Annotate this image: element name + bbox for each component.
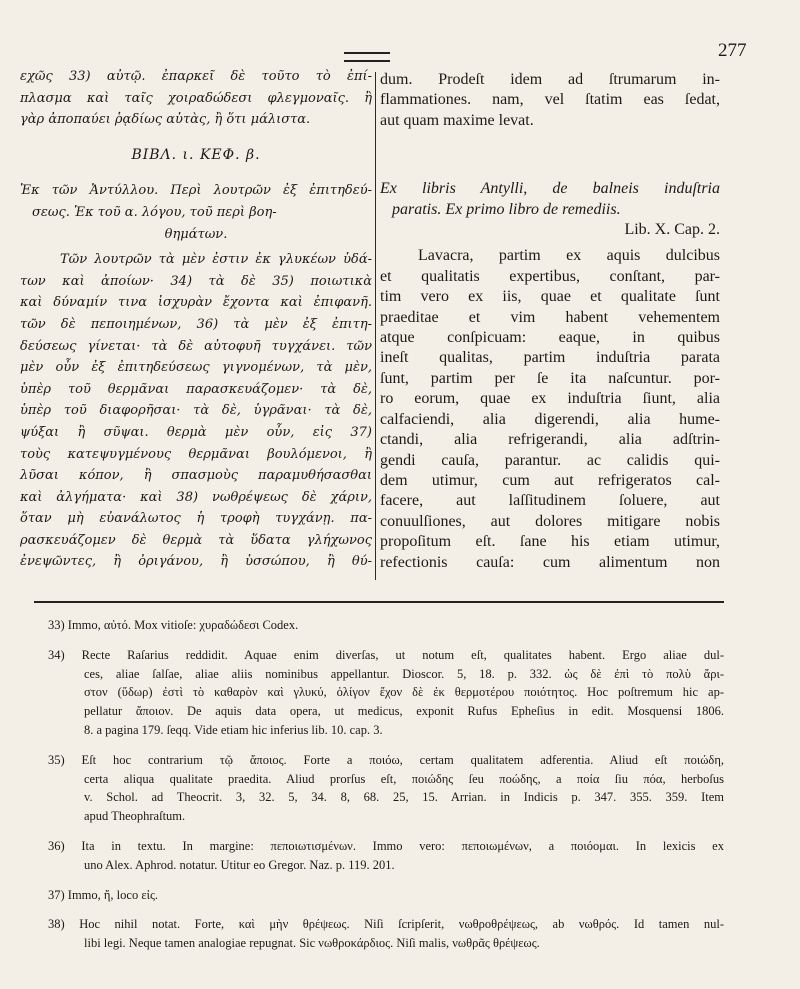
footnote-line: 37) Immo, ἤ, loco εἰς. bbox=[48, 887, 159, 902]
footnote-line: στον (ὕδωρ) ἐστὶ τὸ καθαρὸν καὶ γλυκύ, ὀλίγον ἔχον δὲ ἐκ θερμοτέρου ποιότητος. Hoc poſtremum hic ap- bbox=[84, 685, 724, 700]
latin-body-line: ſunt, partim per ſe ita naſcuntur. por- bbox=[380, 369, 720, 387]
latin-title-line: Ex libris Antylli, de balneis induſtria bbox=[380, 180, 720, 198]
footnote-36 bbox=[34, 837, 724, 875]
latin-body-line: propoſitum eſt. ſane his etiam utimur, bbox=[380, 533, 720, 551]
latin-body-line: refectionis cauſa: cum alimentum non bbox=[380, 553, 720, 571]
footnote-line: apud Theophraſtum. bbox=[84, 809, 186, 824]
greek-body-line: ρασκευάζομεν δὲ θερμὰ τὰ ὕδατα γλήχωνος bbox=[20, 532, 372, 548]
latin-body-line: atque conſpicuam: eaque, in quibus bbox=[380, 329, 720, 347]
latin-body-line: praeditae et vim habent vehementem bbox=[380, 308, 720, 326]
liber-heading: ΒΙΒΛ. ι. ΚΕΦ. β. bbox=[131, 146, 261, 163]
latin-body-line: tim vero ex iis, quae et qualitate ſunt bbox=[380, 288, 720, 306]
footnote-34 bbox=[34, 646, 724, 740]
footnote-line: 38) Hoc nihil notat. Forte, καὶ μὴν θρέψεως. Niſi ſcripſerit, νωθροθρέψεως, ab νωθρός. Id tamen nul- bbox=[48, 917, 724, 932]
footnote-line: pellatur ἄποιον. De aquis data opera, ut medicus, exponit Rufus Epheſius in edit. Mosquensi 1806. bbox=[84, 704, 724, 719]
latin-body-line: calfaciendi, alia digerendi, alia hume- bbox=[380, 410, 720, 428]
latin-top-line: aut quam maxime levat. bbox=[380, 111, 534, 129]
footnote-line: v. Schol. ad Theocrit. 3, 32. 5, 34. 8, 68. 25, 15. Arrian. in Indicis p. 347. 355. 359. Item bbox=[84, 790, 724, 805]
greek-body-line: ὑπὲρ τοῦ θερμᾶναι παρασκευάζομεν· τὰ δὲ, bbox=[20, 381, 372, 397]
footnote-line: uno Alex. Aphrod. notatur. Utitur eo Gregor. Naz. p. 119. 201. bbox=[84, 857, 395, 872]
greek-body-line: ψύξαι ἢ σῦψαι. θερμὰ μὲν οὖν, εἰς 37) bbox=[20, 424, 372, 440]
latin-body-line: gendi cauſa, parantur. ac calidis qui- bbox=[380, 451, 720, 469]
greek-body-line: λῦσαι κόπον, ἢ σπασμοὺς παραμυθήσασθαι bbox=[20, 468, 372, 484]
greek-top-line: πλασμα καὶ ταῖς χοιραδώδεσι φλεγμοναῖς. ἢ bbox=[20, 90, 372, 106]
footnote-33 bbox=[34, 616, 724, 635]
greek-body-line: ἐνεψῶντες, ἢ ὀριγάνου, ἢ ὑσσώπου, ἢ θύ- bbox=[20, 554, 372, 570]
greek-top-line: γὰρ ἀποπαύει ῥᾳδίως αὐτὰς, ἢ ὅτι μάλιστα. bbox=[20, 112, 311, 128]
latin-body-line: Lavacra, partim ex aquis dulcibus bbox=[418, 247, 720, 265]
footnote-35 bbox=[34, 751, 724, 826]
footnote-line: 33) Immo, αὐτό. Mox vitioſe: χυραδώδεσι Codex. bbox=[48, 618, 299, 632]
latin-column bbox=[380, 70, 720, 573]
footnote-37 bbox=[34, 886, 724, 905]
footnote-line: 8. a pagina 179. ſeqq. Vide etiam hic inferius lib. 10. cap. 3. bbox=[84, 722, 383, 737]
latin-title-line: paratis. Ex primo libro de remediis. bbox=[392, 200, 621, 218]
footnote-line: certa aliqua qualitate praedita. Aliud prorſus eſt, ποιώδης ſeu ποώδης, a ποία ſiu πόα, herboſus bbox=[84, 771, 724, 786]
footnote-separator-rule bbox=[34, 601, 724, 603]
header-ornament-rule bbox=[344, 52, 390, 62]
latin-body-line: conuulſiones, aut dolores mitigare nobis bbox=[380, 512, 720, 530]
footnote-line: libi legi. Neque tamen analogiae repugnat. Sic νωθροκάρδιος. Niſi malis, νωθρᾶς θρέψεως. bbox=[84, 936, 540, 951]
greek-body-line: δεύσεως γίνεται· τὰ δὲ αὐτοφυῆ τυγχάνει. τῶν bbox=[20, 338, 372, 354]
footnotes bbox=[34, 616, 724, 964]
greek-body-line: ὑπὲρ τοῦ διαφορῆσαι· τὰ δὲ, ὑγρᾶναι· τὰ δὲ, bbox=[20, 403, 372, 419]
latin-body-line: ineſt qualitas, partim induſtria parata bbox=[380, 349, 720, 367]
greek-body-line: τῶν δὲ πεποιημένων, 36) τὰ μὲν ἐξ ἐπιτη- bbox=[20, 316, 372, 332]
latin-body-line: facere, aut laſſitudinem ſoluere, aut bbox=[380, 492, 720, 510]
greek-body-line: μὲν οὖν ἐξ ἐπιτηδεύσεως γιγνομένων, τὰ μὲν, bbox=[20, 360, 372, 376]
footnote-38 bbox=[34, 915, 724, 953]
lib-cap-reference: Lib. X. Cap. 2. bbox=[624, 221, 720, 239]
greek-title-line: σεως. Ἐκ τοῦ α. λόγου, τοῦ περὶ βοη- bbox=[32, 204, 277, 220]
footnote-line: 34) Recte Raſarius reddidit. Aquae enim diverſas, ut notum eſt, qualitates habent. Ergo aliae dul- bbox=[48, 647, 724, 662]
greek-body-line: Τῶν λουτρῶν τὰ μὲν ἐστιν ἐκ γλυκέων ὑδά- bbox=[60, 252, 372, 268]
footnote-line: 35) Eſt hoc contrarium τῷ ἄποιος. Forte a ποιόω, certam qualitatem adferentia. Aliud eſt ποιώδη, bbox=[48, 752, 724, 767]
greek-title-line: Ἐκ τῶν Ἀντύλλου. Περὶ λουτρῶν ἐξ ἐπιτηδεύ- bbox=[20, 183, 372, 199]
footnote-line: 36) Ita in textu. In margine: πεποιωτισμένων. Immo vero: πεποιωμένων, a ποιόομαι. In lexicis ex bbox=[48, 838, 724, 853]
greek-title-line: θημάτων. bbox=[164, 226, 228, 242]
greek-body-line: ὅταν μὴ εὐανάλωτος ἡ τροφὴ τυγχάνῃ. πα- bbox=[20, 511, 372, 527]
footnote-line: ces, aliae ſalſae, aliae aliis nominibus appellantur. Dioscor. 5, 18. p. 332. ὡς δὲ ἐπὶ τὸ πολὺ ἄρι- bbox=[84, 666, 724, 681]
latin-body-line: ro eorum, quae ex induſtria ſiunt, alia bbox=[380, 390, 720, 408]
greek-body-line: τοὺς κατεψυγμένους θερμᾶναι βουλόμενοι, ἢ bbox=[20, 446, 372, 462]
column-divider bbox=[375, 72, 376, 580]
greek-body-line: καὶ ἀλγήματα· καὶ 38) νωθρέψεως δὲ χάριν, bbox=[20, 489, 372, 505]
latin-top-line: dum. Prodeſt idem ad ſtrumarum in- bbox=[380, 71, 720, 88]
page-number: 277 bbox=[718, 40, 747, 61]
greek-column bbox=[20, 66, 372, 573]
latin-body-line: dem utimur, cum aut refrigeratos cal- bbox=[380, 471, 720, 489]
greek-body-line: καὶ δύναμίν τινα ἰσχυρὰν ἔχοντα καὶ ἐπιφανῆ. bbox=[20, 295, 372, 311]
latin-top-line: flammationes. nam, vel ſtatim eas ſedat, bbox=[380, 91, 720, 109]
latin-body-line: et qualitatis expertibus, conſtant, par- bbox=[380, 267, 720, 285]
greek-body-line: των καὶ ἀποίων· 34) τὰ δὲ 35) ποιωτικὰ bbox=[20, 273, 372, 289]
latin-body-line: ctandi, alia refrigerandi, alia adſtrin- bbox=[380, 431, 720, 449]
greek-top-line: εχῶς 33) αὐτῷ. ἐπαρκεῖ δὲ τοῦτο τὸ ἐπί- bbox=[20, 69, 372, 84]
